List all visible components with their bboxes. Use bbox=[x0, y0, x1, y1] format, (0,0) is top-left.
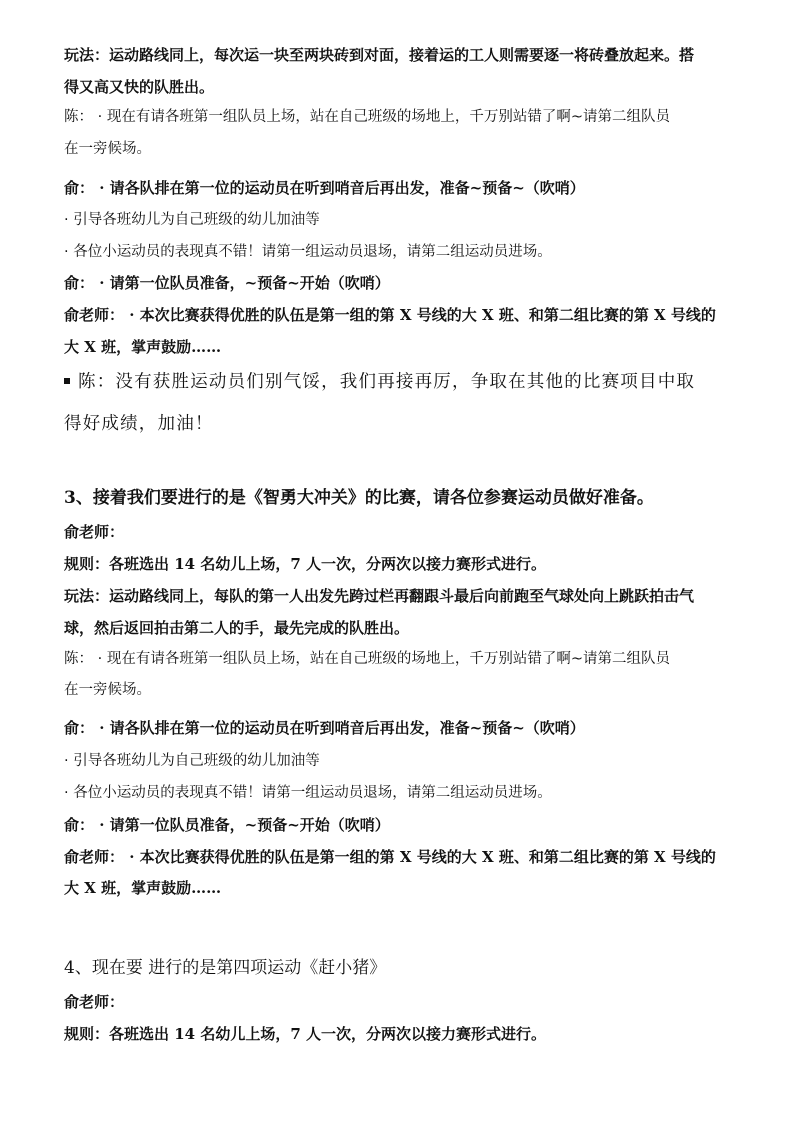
chen-encourage-line-1: 陈：没有获胜运动员们别气馁，我们再接再厉，争取在其他的比赛项目中取 bbox=[64, 362, 695, 402]
chen-line-1: 陈： · 现在有请各班第一组队员上场，站在自己班级的场地上，千万别站错了啊~请第二组队员 bbox=[64, 109, 670, 125]
chen-line-2: 在一旁候场。 bbox=[64, 141, 151, 157]
section-3-rule: 规则：各班选出 14 名幼儿上场，7 人一次，分两次以接力赛形式进行。 bbox=[64, 555, 546, 573]
section-4-rule: 规则：各班选出 14 名幼儿上场，7 人一次，分两次以接力赛形式进行。 bbox=[64, 1025, 546, 1043]
section-3-result-line-1: 俞老师： · 本次比赛获得优胜的队伍是第一组的第 X 号线的大 X 班、和第二组比赛的第 X 号线的 bbox=[64, 848, 716, 866]
yu-teacher-result-line-2: 大 X 班，掌声鼓励…… bbox=[64, 338, 222, 356]
guide-cheer-line: · 引导各班幼儿为自己班级的幼儿加油等 bbox=[64, 212, 320, 228]
players-swap-line: · 各位小运动员的表现真不错！请第一组运动员退场，请第二组运动员进场。 bbox=[64, 244, 552, 260]
square-bullet-icon bbox=[64, 378, 70, 384]
section-4-teacher: 俞老师： bbox=[64, 993, 125, 1011]
section-3-result-line-2: 大 X 班，掌声鼓励…… bbox=[64, 879, 222, 897]
section-3-play-line-1: 玩法：运动路线同上，每队的第一人出发先跨过栏再翻跟斗最后向前跑至气球处向上跳跃拍击气 bbox=[64, 587, 695, 605]
yu-ready-line: 俞： · 请各队排在第一位的运动员在听到哨音后再出发，准备~预备~（吹哨） bbox=[64, 179, 585, 197]
yu-teacher-result-line-1: 俞老师： · 本次比赛获得优胜的队伍是第一组的第 X 号线的大 X 班、和第二组比赛的第 X 号线的 bbox=[64, 306, 716, 324]
section-4-heading: 4、现在要 进行的是第四项运动《赶小猪》 bbox=[64, 958, 387, 978]
yu-start-line: 俞： · 请第一位队员准备，~预备~开始（吹哨） bbox=[64, 274, 390, 292]
section-3-teacher: 俞老师： bbox=[64, 523, 125, 541]
chen-encourage-line-2: 得好成绩，加油！ bbox=[64, 414, 214, 434]
section-3-players-swap: · 各位小运动员的表现真不错！请第一组运动员退场，请第二组运动员进场。 bbox=[64, 785, 552, 801]
section-3-chen-line-1: 陈： · 现在有请各班第一组队员上场，站在自己班级的场地上，千万别站错了啊~请第二组队员 bbox=[64, 651, 670, 667]
play-rule-line-1: 玩法：运动路线同上，每次运一块至两块砖到对面，接着运的工人则需要逐一将砖叠放起来。搭 bbox=[64, 46, 695, 64]
section-3-yu-start: 俞： · 请第一位队员准备，~预备~开始（吹哨） bbox=[64, 816, 390, 834]
section-3-yu-ready: 俞： · 请各队排在第一位的运动员在听到哨音后再出发，准备~预备~（吹哨） bbox=[64, 719, 585, 737]
section-3-play-line-2: 球，然后返回拍击第二人的手，最先完成的队胜出。 bbox=[64, 619, 410, 637]
section-3-chen-line-2: 在一旁候场。 bbox=[64, 682, 151, 698]
play-rule-line-2: 得又高又快的队胜出。 bbox=[64, 78, 215, 96]
section-3-guide-cheer: · 引导各班幼儿为自己班级的幼儿加油等 bbox=[64, 753, 320, 769]
section-3-heading: 3、接着我们要进行的是《智勇大冲关》的比赛，请各位参赛运动员做好准备。 bbox=[64, 488, 654, 508]
